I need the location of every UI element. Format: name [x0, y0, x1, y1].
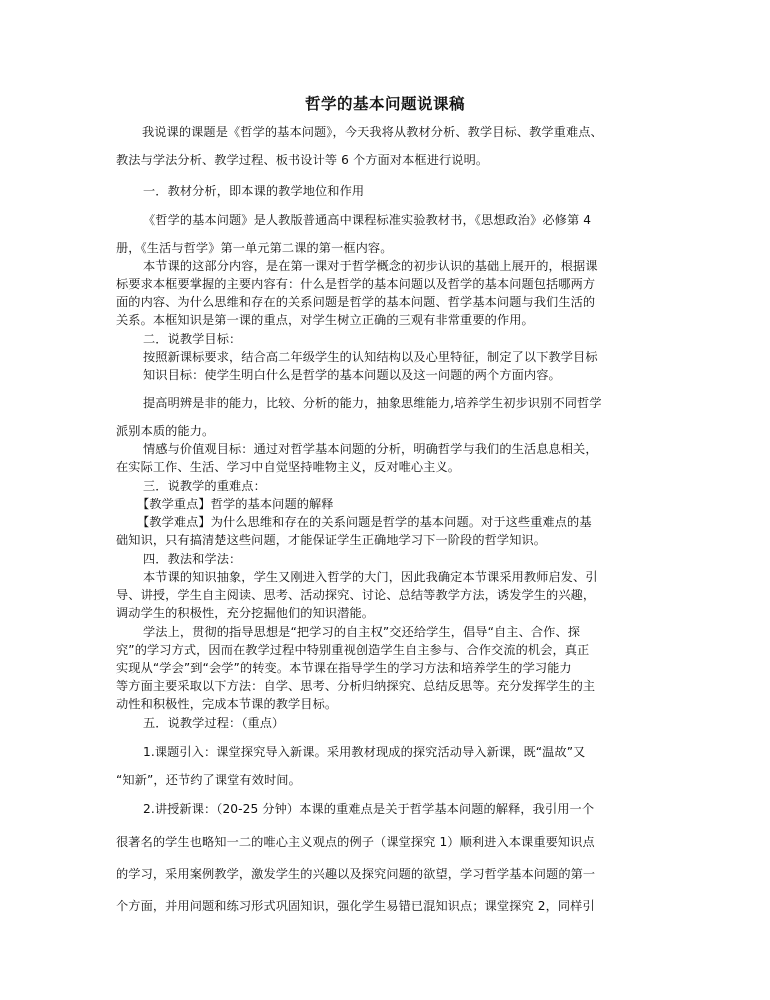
- text-line: 个方面，并用问题和练习形式巩固知识，强化学生易错已混知识点；课堂探究 2，同样引: [116, 899, 595, 913]
- text-line: 知识目标：使学生明白什么是哲学的基本问题以及这一问题的两个方面内容。: [143, 368, 561, 382]
- text-line: 【教学重点】哲学的基本问题的解释: [137, 497, 334, 511]
- section-heading: 五．说教学过程：（重点）: [143, 716, 285, 730]
- text-line: 动性和积极性，完成本节课的教学目标。: [116, 697, 338, 711]
- text-line: 调动学生的积极性，充分挖掘他们的知识潜能。: [116, 606, 375, 620]
- section-heading: 四．教法和学法：: [143, 552, 242, 566]
- text-line: 导、讲授，学生自主阅读、思考、活动探究、讨论、总结等教学方法，诱发学生的兴趣，: [116, 588, 596, 602]
- text-line: 2.讲授新课：（20-25 分钟）本课的重难点是关于哲学基本问题的解释，我引用一个: [143, 802, 595, 816]
- text-line: 标要求本框要掌握的主要内容有：什么是哲学的基本问题以及哲学的基本问题包括哪两方: [116, 277, 596, 291]
- page-title: 哲学的基本问题说课稿: [304, 95, 465, 113]
- text-line: 关系。本框知识是第一课的重点，对学生树立正确的三观有非常重要的作用。: [116, 313, 534, 327]
- text-line: 在实际工作、生活、学习中自觉坚持唯物主义，反对唯心主义。: [116, 460, 461, 474]
- text-line: 派别本质的能力。: [116, 424, 215, 438]
- text-line: 学法上，贯彻的指导思想是“把学习的自主权”交还给学生，倡导“自主、合作、探: [143, 625, 581, 639]
- text-line: 本节课的这部分内容，是在第一课对于哲学概念的初步认识的基础上展开的，根据课: [143, 259, 598, 273]
- section-heading: 二．说教学目标：: [143, 332, 242, 346]
- section-heading: 三．说教学的重难点：: [143, 479, 266, 493]
- text-line: “知新”，还节约了课堂有效时间。: [116, 773, 301, 787]
- text-line: 的学习，采用案例教学，激发学生的兴趣以及探究问题的欲望，学习哲学基本问题的第一: [116, 867, 596, 881]
- text-line: 础知识，只有搞清楚这些问题，才能保证学生正确地学习下一阶段的哲学知识。: [116, 533, 547, 547]
- text-line: 我说课的课题是《哲学的基本问题》，今天我将从教材分析、教学目标、教学重难点、: [142, 125, 603, 139]
- text-line: 本节课的知识抽象，学生又刚进入哲学的大门，因此我确定本节课采用教师启发、引: [143, 570, 598, 584]
- text-line: 【教学难点】为什么思维和存在的关系问题是哲学的基本问题。对于这些重难点的基: [137, 515, 592, 529]
- text-line: 很著名的学生也略知一二的唯心主义观点的例子（课堂探究 1）顺利进入本课重要知识点: [116, 835, 595, 849]
- section-heading: 一．教材分析，即本课的教学地位和作用: [143, 184, 365, 198]
- text-line: 教法与学法分析、教学过程、板书设计等 6 个方面对本框进行说明。: [116, 153, 489, 167]
- text-line: 情感与价值观目标：通过对哲学基本问题的分析，明确哲学与我们的生活息息相关，: [143, 442, 598, 456]
- text-line: 提高明辨是非的能力，比较、分析的能力，抽象思维能力,培养学生初步识别不同哲学: [143, 396, 602, 410]
- text-line: 等方面主要采取以下方法：自学、思考、分析归纳探究、总结反思等。充分发挥学生的主: [116, 679, 596, 693]
- text-line: 面的内容、为什么思维和存在的关系问题是哲学的基本问题、哲学基本问题与我们生活的: [116, 295, 596, 309]
- text-line: 册，《生活与哲学》第一单元第二课的第一框内容。: [116, 241, 393, 255]
- text-line: 1.课题引入：课堂探究导入新课。采用教材现成的探究活动导入新课，既“温故”又: [143, 745, 586, 759]
- text-line: 按照新课标要求，结合高二年级学生的认知结构以及心里特征，制定了以下教学目标: [143, 350, 598, 364]
- text-line: 实现从“学会”到“会学”的转变。本节课在指导学生的学习方法和培养学生的学习能力: [116, 661, 572, 675]
- text-line: 《哲学的基本问题》是人教版普通高中课程标准实验教材书，《思想政治》必修第 4: [143, 213, 592, 227]
- text-line: 究”的学习方式，因而在教学过程中特别重视创造学生自主参与、合作交流的机会，真正: [116, 643, 590, 657]
